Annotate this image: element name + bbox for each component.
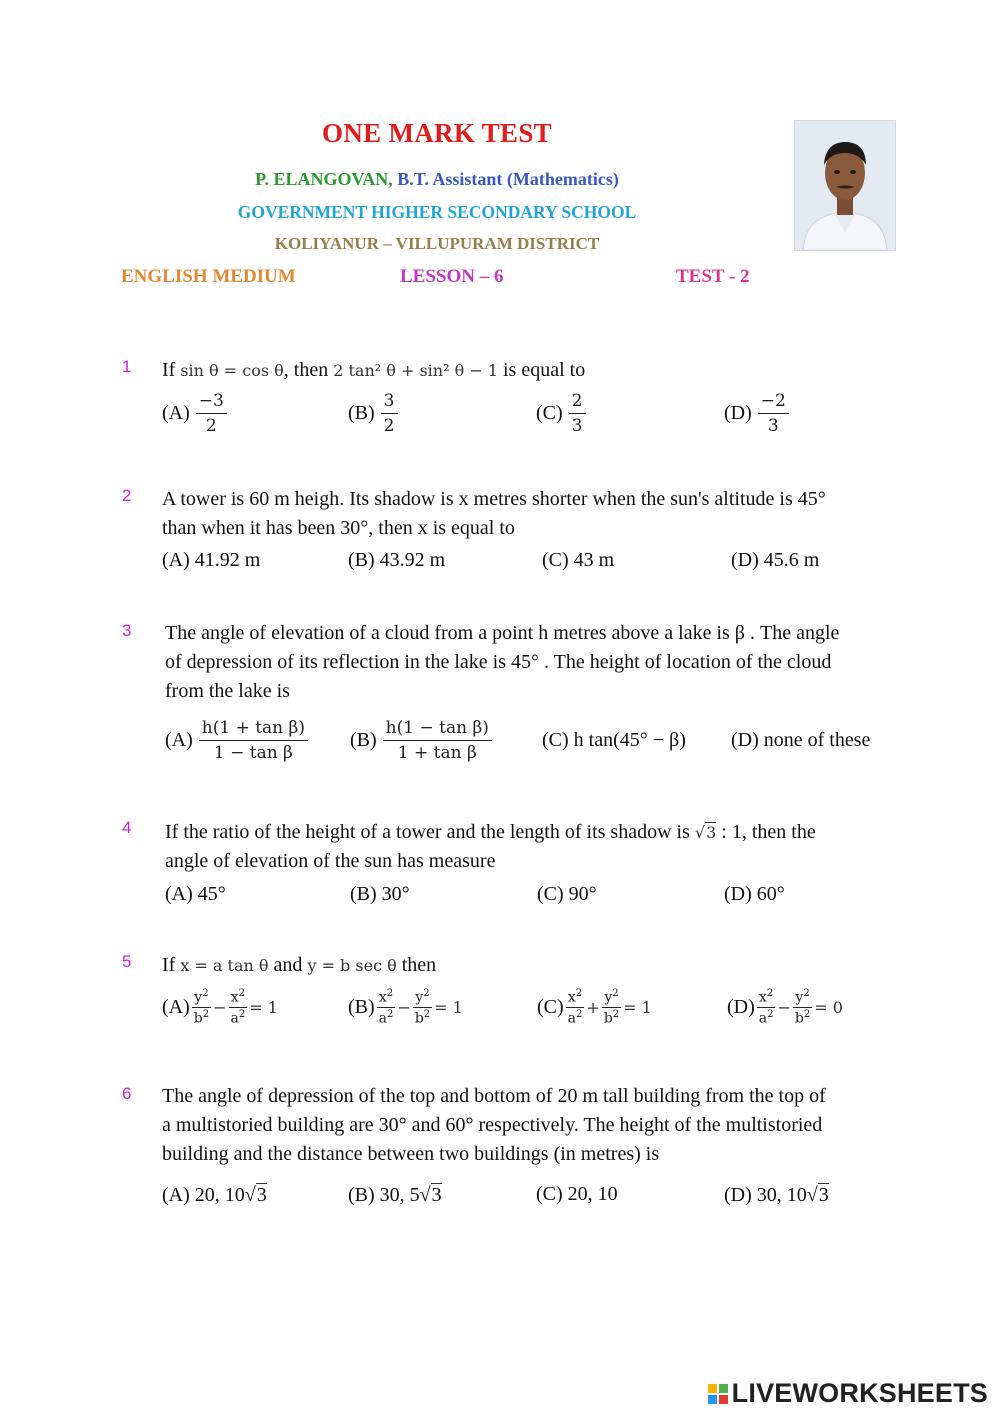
denominator: $a^2$ bbox=[230, 1008, 246, 1027]
denominator: 1 − tan β bbox=[213, 743, 293, 763]
option-d[interactable] bbox=[724, 1183, 829, 1207]
option-a[interactable]: (A) 41.92 m bbox=[162, 549, 261, 571]
question-line: The angle of depression of the top and bottom of 20 m tall building from the top of bbox=[162, 1085, 826, 1107]
option-d[interactable]: (D) none of these bbox=[731, 729, 871, 751]
text-segment: and bbox=[273, 954, 303, 976]
text-segment: then bbox=[401, 954, 437, 976]
option-label: (D) bbox=[724, 402, 752, 424]
option-b[interactable]: (B) 43.92 m bbox=[348, 549, 446, 571]
teacher-line bbox=[0, 169, 874, 190]
option-label: (B) bbox=[348, 402, 375, 424]
question-line: from the lake is bbox=[165, 680, 290, 702]
option-text: (B) 30, 5 bbox=[348, 1183, 420, 1206]
numerator: $x^2$ bbox=[230, 988, 246, 1006]
question-number: 1 bbox=[122, 357, 132, 376]
lesson-label: LESSON – 6 bbox=[400, 266, 504, 287]
question-line: than when it has been 30°, then x is equal to bbox=[162, 517, 515, 539]
fraction bbox=[192, 988, 211, 1026]
brand-icon bbox=[708, 1384, 728, 1404]
question-line: A tower is 60 m heigh. Its shadow is x metres shorter when the sun's altitude is 45° bbox=[162, 488, 826, 510]
option-a[interactable] bbox=[162, 1183, 267, 1207]
numerator: $x^2$ bbox=[378, 988, 394, 1006]
question-number: 3 bbox=[122, 621, 132, 640]
text-segment: If bbox=[162, 359, 176, 381]
option-a[interactable] bbox=[162, 988, 278, 1026]
option-d[interactable] bbox=[727, 988, 843, 1026]
numerator: $x^2$ bbox=[567, 988, 583, 1006]
numerator: 2 bbox=[569, 391, 586, 414]
option-a[interactable] bbox=[162, 391, 227, 436]
numerator: $y^2$ bbox=[194, 988, 209, 1006]
fraction bbox=[413, 988, 432, 1026]
option-b[interactable] bbox=[350, 718, 492, 763]
fraction bbox=[381, 391, 398, 436]
math-expression: √3 bbox=[694, 823, 717, 842]
question-text bbox=[165, 818, 816, 876]
option-label: (B) bbox=[350, 729, 377, 751]
fraction bbox=[569, 391, 586, 436]
option-c[interactable]: (C) 90° bbox=[537, 883, 597, 905]
option-text: (D) 30, 10 bbox=[724, 1183, 807, 1206]
question-line: The angle of elevation of a cloud from a point h metres above a lake is β . The angle bbox=[165, 622, 840, 644]
operator: − bbox=[397, 997, 411, 1017]
question-line: angle of elevation of the sun has measure bbox=[165, 850, 496, 872]
option-label: (C) bbox=[536, 402, 563, 424]
operator: − bbox=[777, 997, 791, 1017]
radicand: 3 bbox=[431, 1184, 442, 1206]
page-title: ONE MARK TEST bbox=[322, 118, 552, 148]
numerator: −2 bbox=[758, 391, 789, 414]
fraction bbox=[602, 988, 621, 1026]
numerator: 3 bbox=[381, 391, 398, 414]
text-segment: If bbox=[162, 954, 176, 976]
option-c[interactable]: (C) h tan(45° − β) bbox=[542, 729, 686, 751]
question-number: 6 bbox=[122, 1084, 132, 1103]
question-line: building and the distance between two buildings (in metres) is bbox=[162, 1143, 660, 1165]
school-name: GOVERNMENT HIGHER SECONDARY SCHOOL bbox=[237, 202, 637, 222]
math-expression: 2 tan² θ + sin² θ − 1 bbox=[333, 361, 498, 380]
sqrt-symbol: √ bbox=[244, 1183, 256, 1206]
math-expression: sin θ = cos θ bbox=[180, 361, 284, 380]
option-d[interactable] bbox=[724, 391, 789, 436]
fraction bbox=[229, 988, 248, 1026]
brand-text: LIVEWORKSHEETS bbox=[731, 1378, 988, 1408]
denominator: $a^2$ bbox=[378, 1008, 394, 1027]
district-name: KOLIYANUR – VILLUPURAM DISTRICT bbox=[274, 234, 600, 253]
denominator: $b^2$ bbox=[794, 1008, 811, 1027]
question-text bbox=[162, 485, 826, 543]
sqrt-symbol: √ bbox=[806, 1183, 818, 1206]
fraction bbox=[196, 391, 227, 436]
test-label: TEST - 2 bbox=[676, 266, 750, 287]
option-b[interactable] bbox=[348, 391, 398, 436]
option-c[interactable] bbox=[536, 391, 586, 436]
option-b[interactable] bbox=[348, 1183, 442, 1207]
option-a[interactable] bbox=[165, 718, 308, 763]
question-text bbox=[162, 1082, 826, 1169]
option-text: (A) 20, 10 bbox=[162, 1183, 245, 1206]
question-number: 5 bbox=[122, 952, 132, 971]
numerator: $y^2$ bbox=[415, 988, 430, 1006]
fraction bbox=[757, 988, 776, 1026]
question-text bbox=[165, 619, 839, 706]
numerator: $y^2$ bbox=[795, 988, 810, 1006]
denominator: 3 bbox=[767, 416, 779, 436]
numerator: h(1 − tan β) bbox=[383, 718, 492, 741]
sqrt-symbol: √ bbox=[419, 1183, 431, 1206]
option-c[interactable]: (C) 43 m bbox=[542, 549, 615, 571]
denominator: $b^2$ bbox=[193, 1008, 210, 1027]
fraction bbox=[199, 718, 308, 763]
option-c[interactable]: (C) 20, 10 bbox=[536, 1183, 618, 1205]
denominator: 2 bbox=[383, 416, 395, 436]
question-line: of depression of its reflection in the lake is 45° . The height of location of the cloud bbox=[165, 651, 832, 673]
equation-rhs: = 1 bbox=[623, 997, 652, 1017]
denominator: $b^2$ bbox=[603, 1008, 620, 1027]
math-expression: y = b sec θ bbox=[307, 956, 397, 975]
numerator: $y^2$ bbox=[604, 988, 619, 1006]
option-d[interactable]: (D) 45.6 m bbox=[731, 549, 820, 571]
teacher-role: B.T. Assistant (Mathematics) bbox=[392, 169, 619, 189]
numerator: −3 bbox=[196, 391, 227, 414]
radicand: 3 bbox=[818, 1184, 829, 1206]
denominator: $a^2$ bbox=[567, 1008, 583, 1027]
denominator: 2 bbox=[205, 416, 217, 436]
brand-logo[interactable] bbox=[708, 1378, 988, 1409]
equation-rhs: = 1 bbox=[434, 997, 463, 1017]
numerator: $x^2$ bbox=[758, 988, 774, 1006]
option-b[interactable]: (B) 30° bbox=[350, 883, 410, 905]
fraction bbox=[566, 988, 585, 1026]
medium-label: ENGLISH MEDIUM bbox=[121, 266, 296, 287]
fraction bbox=[383, 718, 492, 763]
equation-rhs: = 0 bbox=[814, 997, 843, 1017]
teacher-name: P. ELANGOVAN, bbox=[255, 169, 393, 189]
option-label: (A) bbox=[165, 729, 193, 751]
denominator: $a^2$ bbox=[758, 1008, 774, 1027]
option-label: (D) bbox=[727, 995, 755, 1018]
question-line: a multistoried building are 30° and 60° respectively. The height of the multistoried bbox=[162, 1114, 823, 1136]
question-text bbox=[162, 356, 585, 385]
numerator: h(1 + tan β) bbox=[199, 718, 308, 741]
option-label: (A) bbox=[162, 995, 190, 1018]
question-number: 4 bbox=[122, 818, 132, 837]
operator: + bbox=[586, 997, 600, 1017]
radicand: 3 bbox=[256, 1184, 267, 1206]
text-segment: , then bbox=[283, 359, 329, 381]
question-text bbox=[162, 951, 436, 980]
text-segment: is equal to bbox=[503, 359, 586, 381]
fraction bbox=[793, 988, 812, 1026]
option-label: (C) bbox=[537, 995, 564, 1018]
option-d[interactable]: (D) 60° bbox=[724, 883, 785, 905]
fraction bbox=[377, 988, 396, 1026]
equation-rhs: = 1 bbox=[249, 997, 278, 1017]
operator: − bbox=[213, 997, 227, 1017]
option-label: (B) bbox=[348, 995, 375, 1018]
option-b[interactable] bbox=[348, 988, 463, 1026]
denominator: 1 + tan β bbox=[397, 743, 477, 763]
math-expression: x = a tan θ bbox=[180, 956, 269, 975]
question-line bbox=[165, 818, 816, 847]
denominator: $b^2$ bbox=[414, 1008, 431, 1027]
text-segment: : 1, then the bbox=[721, 821, 816, 843]
option-a[interactable]: (A) 45° bbox=[165, 883, 226, 905]
fraction bbox=[758, 391, 789, 436]
option-c[interactable] bbox=[537, 988, 652, 1026]
option-label: (A) bbox=[162, 402, 190, 424]
teacher-photo bbox=[794, 120, 896, 251]
denominator: 3 bbox=[571, 416, 583, 436]
text-segment: If the ratio of the height of a tower and the length of its shadow is bbox=[165, 821, 690, 843]
radicand: 3 bbox=[706, 823, 717, 842]
question-number: 2 bbox=[122, 486, 132, 505]
